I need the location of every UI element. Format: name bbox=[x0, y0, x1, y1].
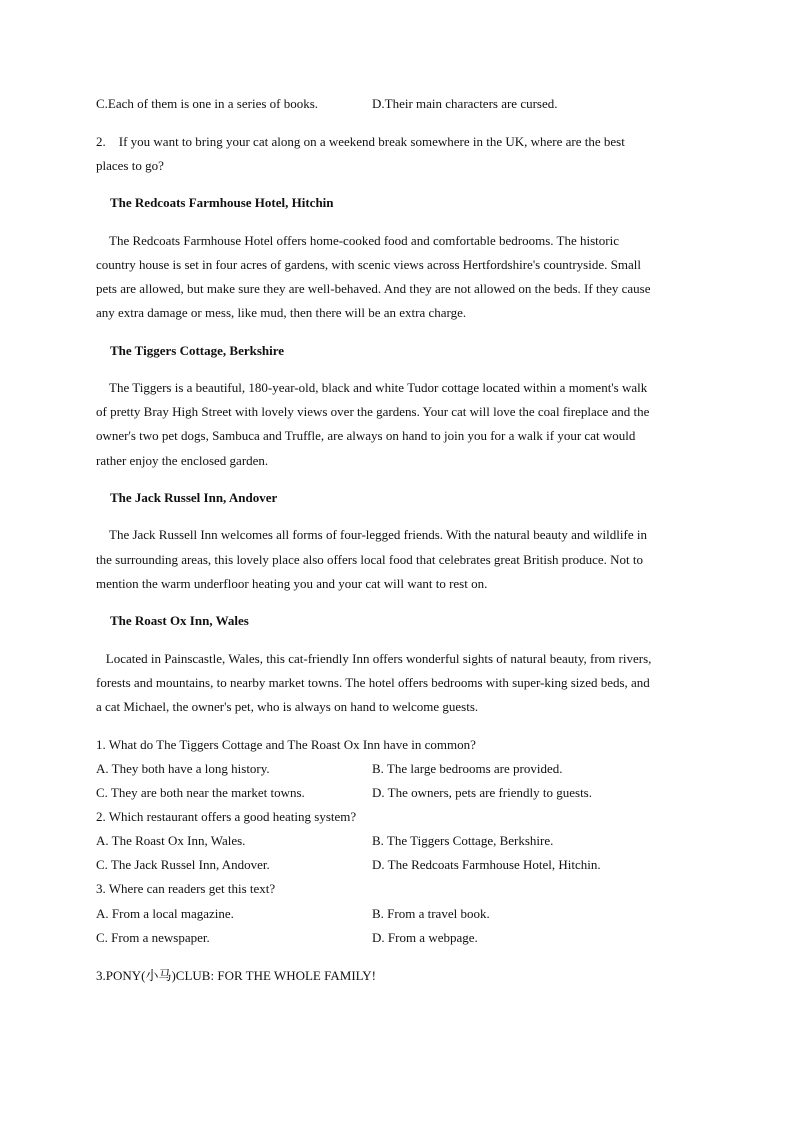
question-option-c: C. The Jack Russel Inn, Andover. bbox=[96, 857, 270, 872]
section-line: country house is set in four acres of gardens, with scenic views across Hertfordshire's countryside. Small bbox=[96, 257, 641, 272]
question-stem: 2. Which restaurant offers a good heating system? bbox=[96, 809, 357, 824]
question-option-c: C. From a newspaper. bbox=[96, 930, 210, 945]
passage3-title: 3.PONY(小马)CLUB: FOR THE WHOLE FAMILY! bbox=[96, 968, 377, 983]
section-line: the surrounding areas, this lovely place also offers local food that celebrates great British produce. Not to bbox=[96, 552, 644, 567]
section-line: pets are allowed, but make sure they are well-behaved. And they are not allowed on the beds. If they cause bbox=[96, 281, 651, 296]
question-option-d: D. The Redcoats Farmhouse Hotel, Hitchin. bbox=[372, 857, 601, 872]
section-line: The Jack Russell Inn welcomes all forms of four-legged friends. With the natural beauty and wildlife in bbox=[96, 527, 647, 542]
section-line: any extra damage or mess, like mud, then there will be an extra charge. bbox=[96, 305, 467, 320]
section-heading-jack-russel: The Jack Russel Inn, Andover bbox=[110, 490, 278, 505]
section-line: mention the warm underfloor heating you and your cat will want to rest on. bbox=[96, 576, 488, 591]
question-option-b: B. From a travel book. bbox=[372, 906, 490, 921]
section-line: Located in Painscastle, Wales, this cat-friendly Inn offers wonderful sights of natural beauty, from rivers, bbox=[96, 651, 652, 666]
section-line: owner's two pet dogs, Sambuca and Truffle, are always on hand to join you for a walk if your cat would bbox=[96, 428, 636, 443]
passage2-intro-line1: 2. If you want to bring your cat along on a weekend break somewhere in the UK, where are the best bbox=[96, 134, 625, 149]
question-option-b: B. The Tiggers Cottage, Berkshire. bbox=[372, 833, 554, 848]
section-line: rather enjoy the enclosed garden. bbox=[96, 453, 269, 468]
section-line: a cat Michael, the owner's pet, who is always on hand to welcome guests. bbox=[96, 699, 479, 714]
question-option-d: D. The owners, pets are friendly to guests. bbox=[372, 785, 592, 800]
section-line: forests and mountains, to nearby market towns. The hotel offers bedrooms with super-king sized beds, and bbox=[96, 675, 650, 690]
question-option-d: D. From a webpage. bbox=[372, 930, 478, 945]
question-option-a: A. They both have a long history. bbox=[96, 761, 270, 776]
passage2-intro-line2: places to go? bbox=[96, 158, 164, 173]
question-option-b: B. The large bedrooms are provided. bbox=[372, 761, 563, 776]
section-line: The Tiggers is a beautiful, 180-year-old, black and white Tudor cottage located within a moment's walk bbox=[96, 380, 648, 395]
question-stem: 1. What do The Tiggers Cottage and The Roast Ox Inn have in common? bbox=[96, 737, 476, 752]
prev-option-d: D.Their main characters are cursed. bbox=[372, 96, 558, 111]
question-option-a: A. From a local magazine. bbox=[96, 906, 234, 921]
section-line: of pretty Bray High Street with lovely views over the gardens. Your cat will love the coal fireplace and the bbox=[96, 404, 650, 419]
section-heading-roast-ox: The Roast Ox Inn, Wales bbox=[110, 613, 249, 628]
question-option-c: C. They are both near the market towns. bbox=[96, 785, 305, 800]
question-stem: 3. Where can readers get this text? bbox=[96, 881, 276, 896]
section-heading-tiggers: The Tiggers Cottage, Berkshire bbox=[110, 343, 285, 358]
question-option-a: A. The Roast Ox Inn, Wales. bbox=[96, 833, 246, 848]
section-heading-redcoats: The Redcoats Farmhouse Hotel, Hitchin bbox=[110, 195, 334, 210]
section-line: The Redcoats Farmhouse Hotel offers home-cooked food and comfortable bedrooms. The historic bbox=[96, 233, 619, 248]
prev-option-c: C.Each of them is one in a series of books. bbox=[96, 96, 319, 111]
